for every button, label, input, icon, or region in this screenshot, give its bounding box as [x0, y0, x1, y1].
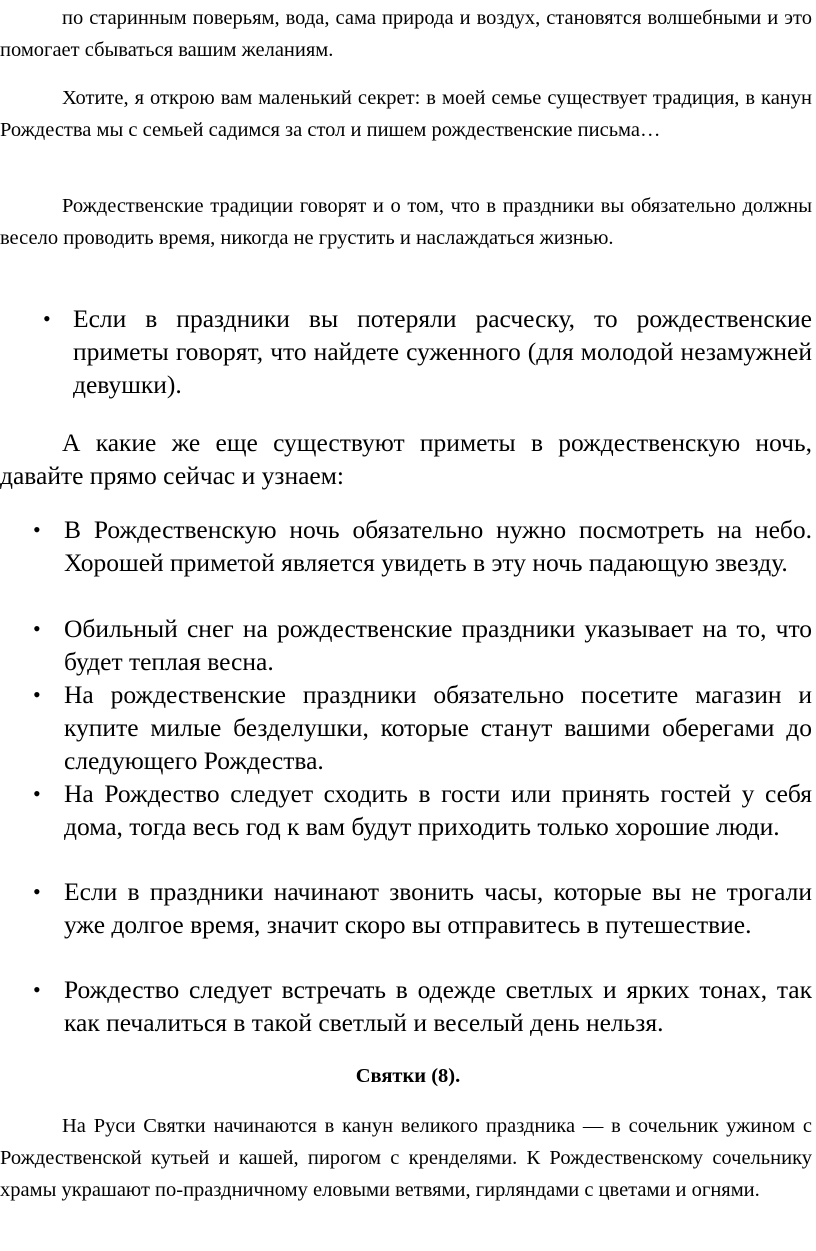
- bullet-icon: •: [33, 682, 41, 707]
- list-item-text: Если в праздники вы потеряли расческу, то рождественские приметы говорят, что найдете суженного (для молодой незамужней девушки).: [73, 304, 812, 399]
- paragraph-question: А какие же еще существуют приметы в рождественскую ночь, давайте прямо сейчас и узнаем:: [0, 428, 812, 490]
- bullet-icon: •: [33, 977, 41, 1002]
- paragraph-top: по старинным поверьям, вода, сама природа и воздух, становятся волшебными и это помогает сбываться вашим желаниям.: [0, 7, 812, 61]
- bullet-icon: •: [33, 517, 41, 542]
- list-item-text: Обильный снег на рождественские праздники указывает на то, что будет теплая весна.: [64, 614, 812, 676]
- list-item-text: На Рождество следует сходить в гости или принять гостей у себя дома, тогда весь год к вам будут приходить только хорошие люди.: [64, 779, 812, 841]
- list-item-text: Рождество следует встречать в одежде светлых и ярких тонах, так как печалиться в такой светлый и веселый день нельзя.: [64, 975, 812, 1037]
- paragraph-rus: На Руси Святки начинаются в канун великого праздника — в сочельник ужином с Рождественской кутьей и кашей, пирогом с кренделями. К Рождественскому сочельнику храмы украшают по-праздничному еловыми ветвями, гирляндами с цветами и огнями.: [0, 1115, 812, 1201]
- list-item-text: Если в праздники начинают звонить часы, которые вы не трогали уже долгое время, значит скоро вы отправитесь в путешествие.: [64, 877, 812, 939]
- paragraph-traditions: Рождественские традиции говорят и о том, что в праздники вы обязательно должны весело проводить время, никогда не грустить и наслаждаться жизнью.: [0, 195, 812, 249]
- bullet-icon: •: [33, 781, 41, 806]
- paragraph-secret: Хотите, я открою вам маленький секрет: в моей семье существует традиция, в канун Рождества мы с семьей садимся за стол и пишем рождественские письма…: [0, 87, 812, 141]
- bullet-icon: •: [33, 879, 41, 904]
- list-item-text: В Рождественскую ночь обязательно нужно посмотреть на небо. Хорошей приметой является увидеть в эту ночь падающую звезду.: [64, 515, 812, 577]
- section-heading: Святки (8).: [355, 1065, 461, 1087]
- bullet-icon: •: [43, 306, 51, 331]
- list-item-text: На рождественские праздники обязательно посетите магазин и купите милые безделушки, которые станут вашими оберегами до следующего Рождества.: [64, 680, 812, 775]
- bullet-icon: •: [33, 616, 41, 641]
